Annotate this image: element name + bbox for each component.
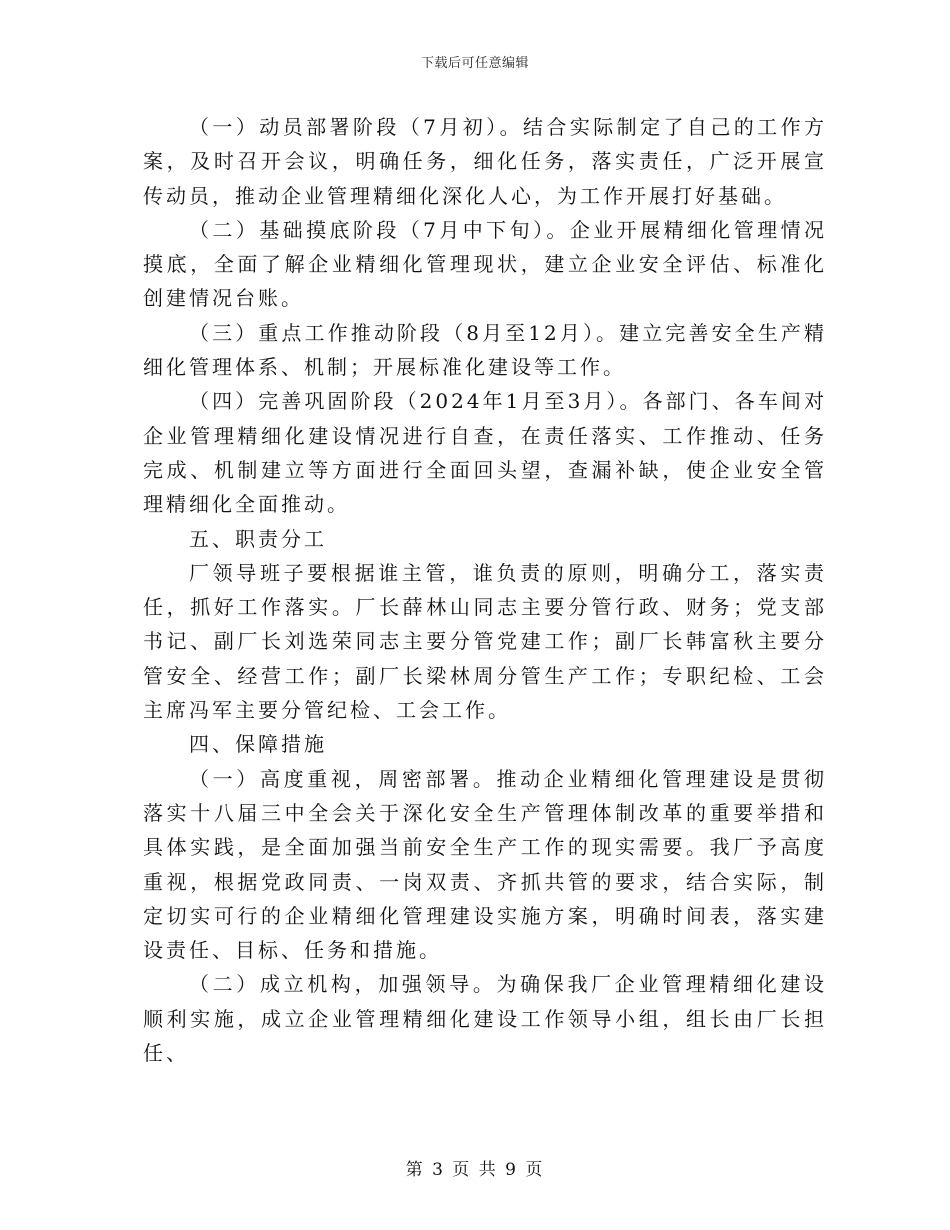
page-header: 下载后可任意编辑 xyxy=(420,56,529,71)
section-heading-responsibilities: 五、职责分工 xyxy=(189,526,327,551)
section-heading-safeguards: 四、保障措施 xyxy=(189,732,327,757)
paragraph-consolidation-stage: （四）完善巩固阶段（2024年1月至3月）。各部门、各车间对企业管理精细化建设情况进行自查，在责任落实、工作推动、任务完成、机制建立等方面进行全面回头望，查漏补缺，使企业安全管理精细化全面推动。 xyxy=(143,389,827,517)
page-number-footer: 第 3 页 共 9 页 xyxy=(405,1160,545,1180)
document-body xyxy=(143,110,827,1070)
paragraph-organization-leadership: （二）成立机构，加强领导。为确保我厂企业管理精细化建设顺利实施，成立企业管理精细化建设工作领导小组，组长由厂长担任、 xyxy=(143,972,827,1066)
paragraph-key-work-stage: （三）重点工作推动阶段（8月至12月）。建立完善安全生产精细化管理体系、机制；开展标准化建设等工作。 xyxy=(143,320,827,380)
paragraph-mobilization-stage: （一）动员部署阶段（7月初）。结合实际制定了自己的工作方案，及时召开会议，明确任务，细化任务，落实责任，广泛开展宣传动员，推动企业管理精细化深化人心，为工作开展打好基础。 xyxy=(143,115,827,208)
paragraph-baseline-survey-stage: （二）基础摸底阶段（7月中下旬）。企业开展精细化管理情况摸底，全面了解企业精细化管理现状，建立企业安全评估、标准化创建情况台账。 xyxy=(143,217,827,311)
paragraph-responsibilities: 厂领导班子要根据谁主管，谁负责的原则，明确分工，落实责任，抓好工作落实。厂长薛林山同志主要分管行政、财务；党支部书记、副厂长刘选荣同志主要分管党建工作；副厂长韩富秋主要分管安全、经营工作；副厂长梁林周分管生产工作；专职纪检、工会主席冯军主要分管纪检、工会工作。 xyxy=(143,560,827,723)
paragraph-attention-deployment: （一）高度重视，周密部署。推动企业精细化管理建设是贯彻落实十八届三中全会关于深化安全生产管理体制改革的重要举措和具体实践，是全面加强当前安全生产工作的现实需要。我厂予高度重视，根据党政同责、一岗双责、齐抓共管的要求，结合实际，制定切实可行的企业精细化管理建设实施方案，明确时间表，落实建设责任、目标、任务和措施。 xyxy=(143,766,827,963)
